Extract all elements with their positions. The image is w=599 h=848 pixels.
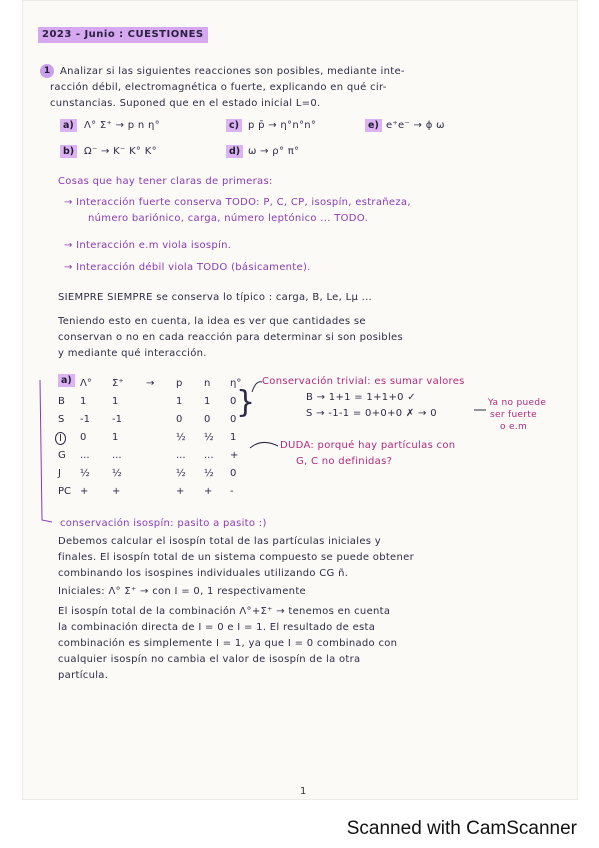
idea-line-1: Teniendo esto en cuenta, la idea es ver que cantidades se — [58, 316, 366, 327]
page-number: 1 — [300, 786, 307, 797]
table-cell: ... — [112, 450, 122, 461]
table-cell: -1 — [112, 414, 122, 425]
reaction-b: Ω⁻ → K⁻ K° K° — [84, 146, 157, 157]
table-cell: 1 — [176, 396, 183, 407]
table-header-cell: n — [204, 378, 211, 389]
question-number: 1 — [40, 64, 54, 78]
annotation-nostrong-1: Ya no puede — [488, 398, 547, 408]
annotation-eq-s: S → -1-1 = 0+0+0 ✗ → 0 — [306, 408, 437, 419]
annotation-nostrong-3: o e.m — [500, 422, 528, 432]
table-cell: ... — [176, 450, 186, 461]
reaction-d-label: d) — [226, 145, 243, 158]
isospin-heading: conservación isospín: pasito a pasito :) — [60, 518, 267, 529]
reaction-c: p p̄ → η°n°n° — [248, 120, 317, 131]
table-cell: 0 — [230, 468, 237, 479]
reaction-c-label: c) — [226, 119, 242, 132]
reaction-e: e⁺e⁻ → ϕ ω — [386, 120, 445, 131]
table-header-cell: Λ° — [80, 378, 92, 389]
reaction-e-label: e) — [365, 119, 382, 132]
question-line-2: racción débil, electromagnética o fuerte, explicando en qué cir- — [50, 82, 387, 93]
idea-line-3: y mediante qué interacción. — [58, 348, 207, 359]
annotation-eq-b: B → 1+1 = 1+1+0 ✓ — [306, 392, 416, 403]
strong-line-1: → Interacción fuerte conserva TODO: P, C, CP, isospín, estrañeza, — [64, 197, 411, 208]
annotation-trivial: Conservación trivial: es sumar valores — [262, 376, 465, 387]
reaction-a: Λ° Σ⁺ → p n η° — [84, 120, 160, 131]
isospin-line-7: combinación es simplemente I = 1, ya que I = 0 combinado con — [58, 638, 398, 649]
table-cell: ... — [80, 450, 90, 461]
isospin-line-2: finales. El isospín total de un sistema compuesto se puede obtener — [58, 552, 415, 563]
strong-line-2: número bariónico, carga, número leptónico ... TODO. — [88, 213, 369, 224]
table-cell: 1 — [230, 432, 237, 443]
table-row-label: J — [58, 468, 61, 479]
reaction-d: ω → ρ° π° — [248, 146, 300, 157]
table-cell: + — [80, 486, 89, 497]
isospin-line-6: la combinación directa de I = 0 e I = 1. El resultado de esta — [58, 622, 376, 633]
table-row-label: G — [58, 450, 66, 461]
table-cell: 1 — [112, 396, 119, 407]
table-header-cell: η° — [230, 378, 242, 389]
weak-line: → Interacción débil viola TODO (básicamente). — [64, 262, 311, 273]
table-cell: -1 — [80, 414, 90, 425]
table-cell: ½ — [176, 468, 186, 479]
table-cell: 0 — [176, 414, 183, 425]
table-cell: 0 — [80, 432, 87, 443]
isospin-line-9: partícula. — [58, 670, 109, 681]
table-row-label: I — [55, 432, 66, 445]
isospin-line-8: cualquier isospín no cambia el valor de isospín de la otra — [58, 654, 361, 665]
table-cell: 0 — [230, 414, 237, 425]
table-cell: + — [204, 486, 213, 497]
table-header-cell: p — [176, 378, 183, 389]
reaction-a-label: a) — [60, 119, 77, 132]
isospin-line-1: Debemos calcular el isospín total de las partículas iniciales y — [58, 536, 381, 547]
em-line: → Interacción e.m viola isospín. — [64, 240, 232, 251]
idea-line-2: conservan o no en cada reacción para determinar si son posibles — [58, 332, 403, 343]
isospin-line-4: Iniciales: Λ° Σ⁺ → con I = 0, 1 respectivamente — [58, 586, 306, 597]
isospin-line-5: El isospín total de la combinación Λ°+Σ⁺ → tenemos en cuenta — [58, 606, 391, 617]
question-line-1: Analizar si las siguientes reacciones son posibles, mediante inte- — [60, 66, 405, 77]
table-row-label: B — [58, 396, 65, 407]
table-cell: 0 — [204, 414, 211, 425]
table-header-cell: → — [146, 378, 155, 389]
table-cell: ... — [204, 450, 214, 461]
table-cell: ½ — [204, 468, 214, 479]
table-cell: - — [230, 486, 234, 497]
table-row-label: PC — [58, 486, 72, 497]
isospin-line-3: combinando los isospines individuales utilizando CG ñ. — [58, 568, 349, 579]
table-cell: 0 — [230, 396, 237, 407]
table-cell: + — [176, 486, 185, 497]
table-cell: + — [112, 486, 121, 497]
table-cell: ½ — [204, 432, 214, 443]
annotation-nostrong-2: ser fuerte — [490, 410, 537, 420]
notes-intro: Cosas que hay tener claras de primeras: — [58, 176, 273, 187]
annotation-duda-1: DUDA: porqué hay partículas con — [280, 440, 456, 451]
table-row-label: S — [58, 414, 65, 425]
annotation-duda-2: G, C no definidas? — [296, 456, 393, 467]
page-title: 2023 - Junio : CUESTIONES — [38, 27, 208, 43]
reaction-b-label: b) — [60, 145, 77, 158]
always-line: SIEMPRE SIEMPRE se conserva lo típico : carga, B, Le, Lμ ... — [58, 292, 373, 303]
table-cell: ½ — [80, 468, 90, 479]
question-line-3: cunstancias. Suponed que en el estado inicial L=0. — [50, 98, 321, 109]
camscanner-watermark: Scanned with CamScanner — [346, 818, 577, 839]
table-cell: 1 — [204, 396, 211, 407]
brace: } — [236, 385, 256, 420]
table-cell: 1 — [80, 396, 87, 407]
table-cell: 1 — [112, 432, 119, 443]
table-cell: ½ — [176, 432, 186, 443]
table-label: a) — [58, 374, 75, 387]
table-header-cell: Σ⁺ — [112, 378, 124, 389]
table-cell: + — [230, 450, 239, 461]
table-cell: ½ — [112, 468, 122, 479]
